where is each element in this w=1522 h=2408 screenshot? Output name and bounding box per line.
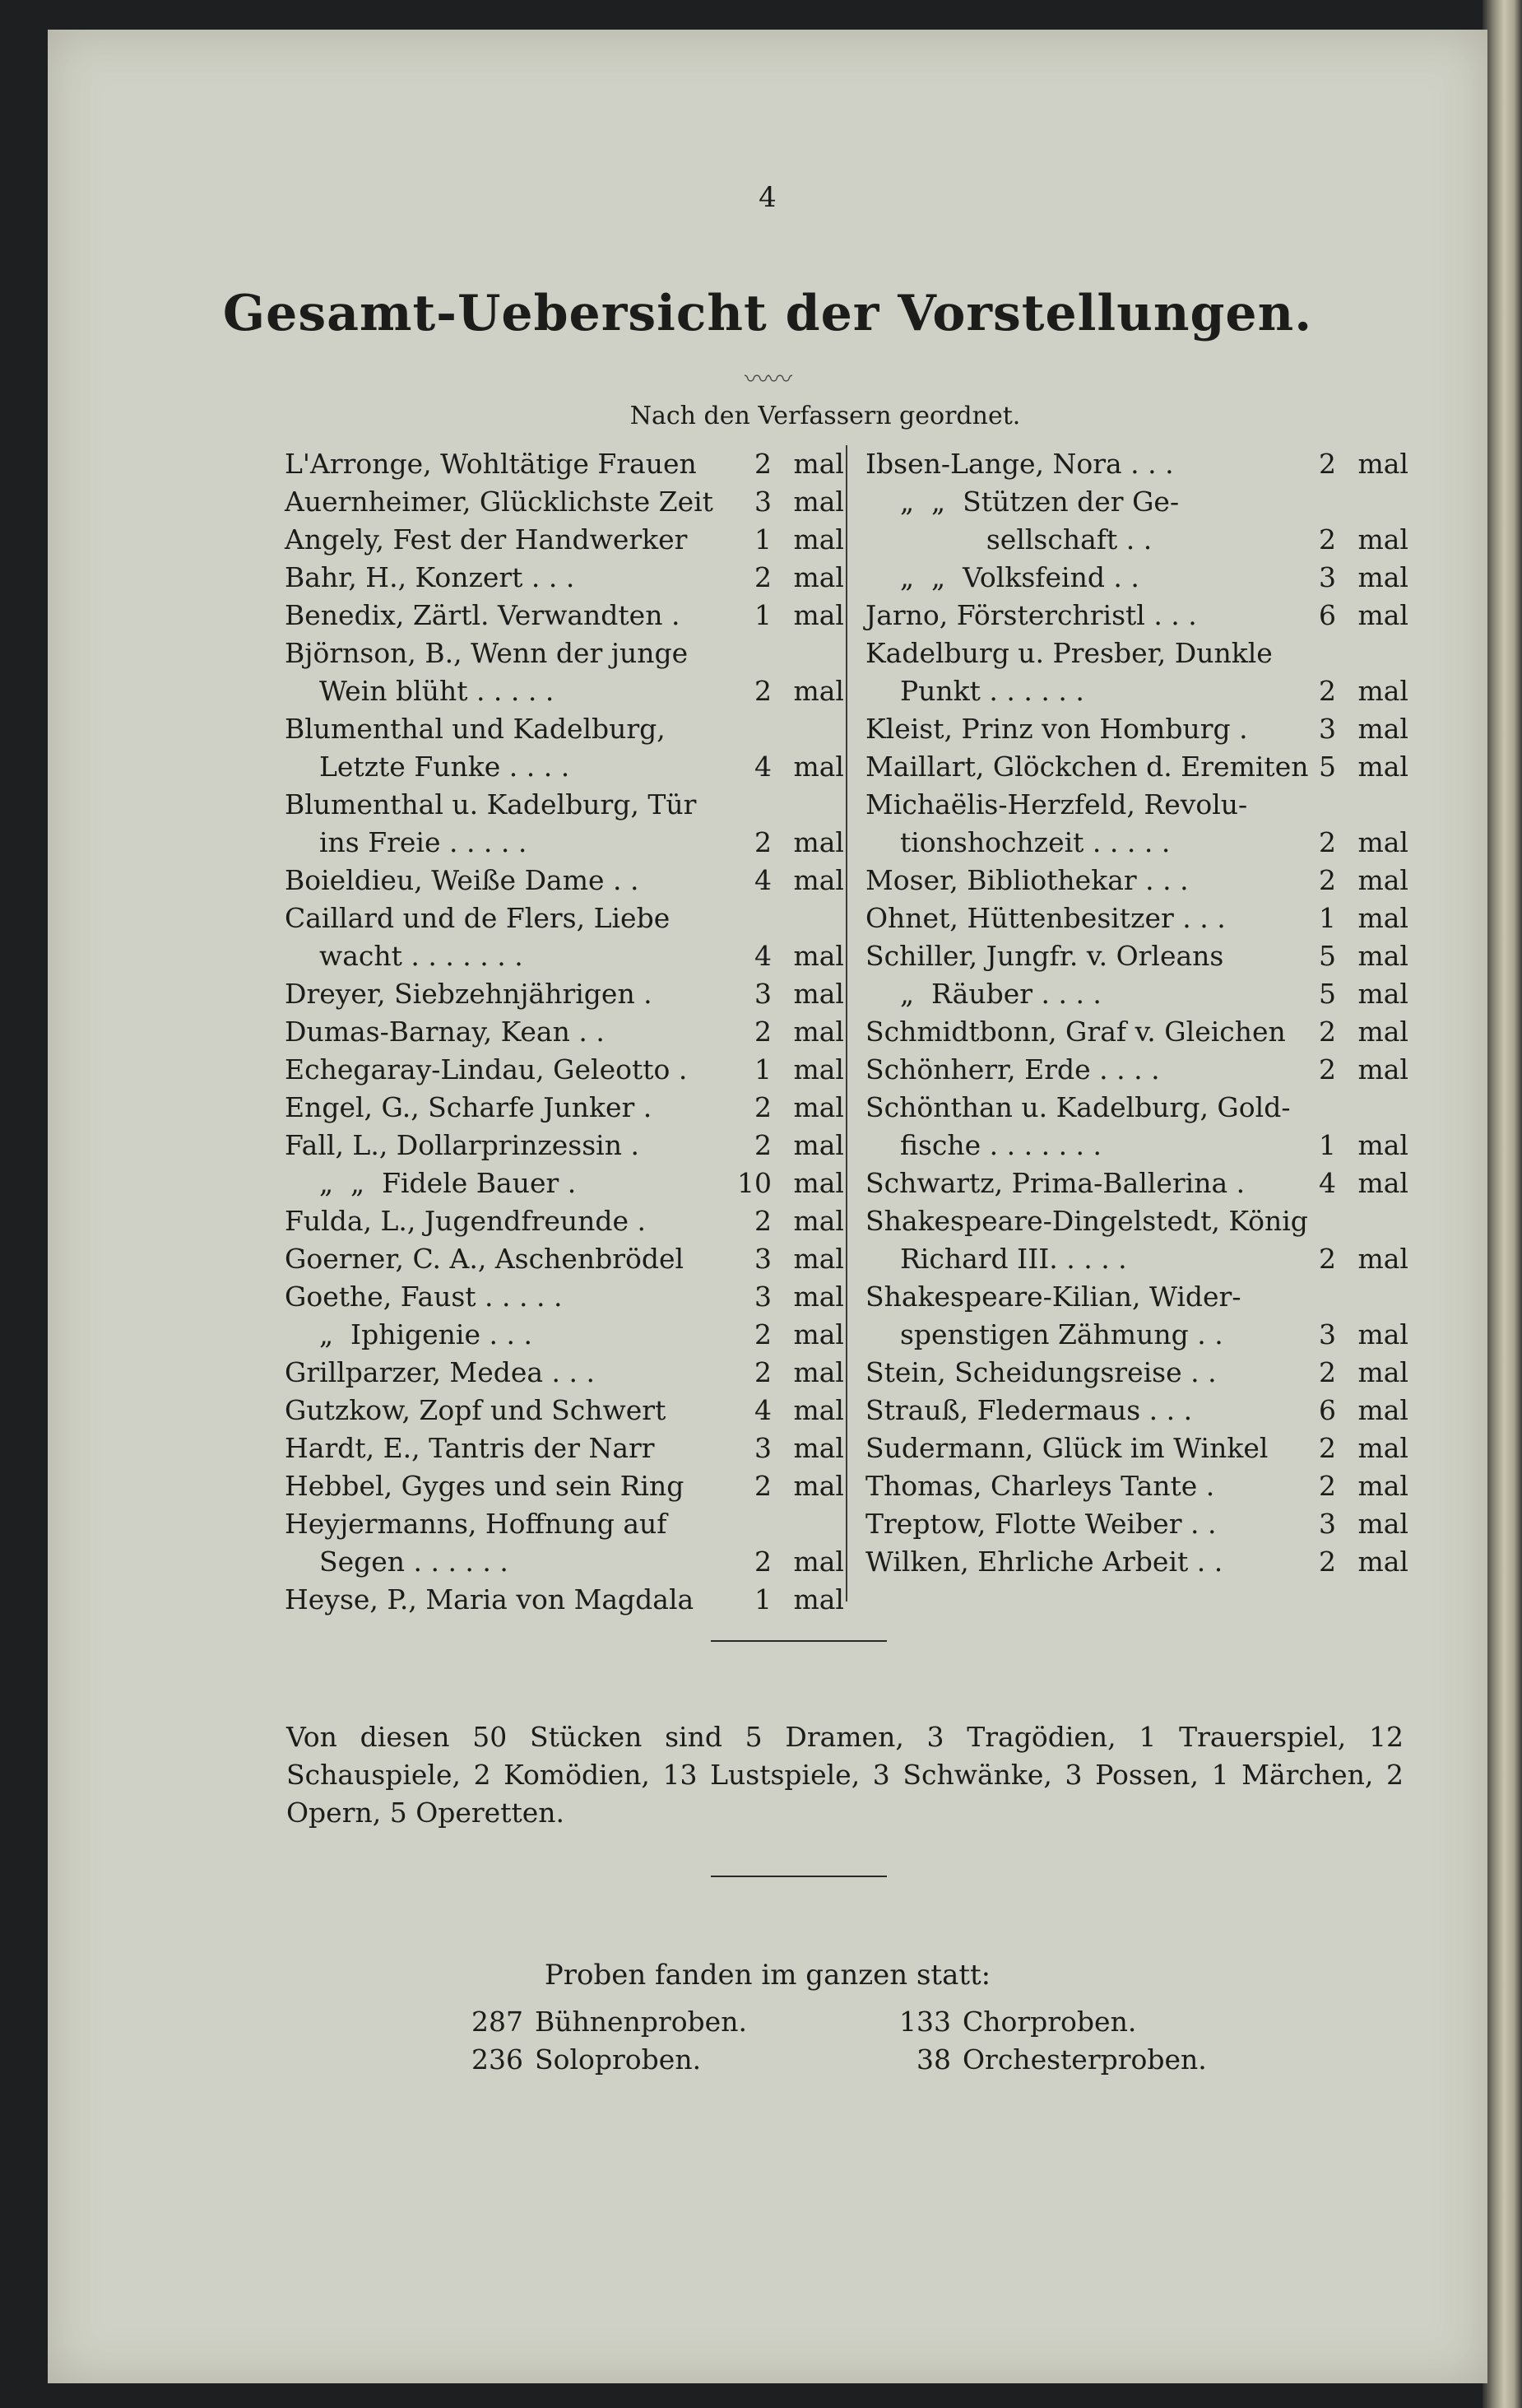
entry-count: 2 bbox=[754, 675, 772, 707]
performance-entry bbox=[285, 1581, 844, 1619]
divider-rule bbox=[711, 1876, 887, 1877]
entry-title: wacht . . . . . . . bbox=[285, 940, 523, 972]
entry-title: Grillparzer, Medea . . . bbox=[285, 1356, 596, 1388]
performance-entry bbox=[285, 1354, 844, 1392]
rehearsals-right bbox=[887, 2003, 1207, 2079]
entry-title: Fall, L., Dollarprinzessin . bbox=[285, 1129, 639, 1161]
entry-unit: mal bbox=[1357, 1432, 1408, 1464]
entry-title: Bahr, H., Konzert . . . bbox=[285, 561, 575, 593]
entry-count: 2 bbox=[1319, 448, 1336, 480]
performance-entry bbox=[285, 975, 844, 1013]
performance-entry bbox=[865, 1051, 1408, 1089]
entry-title: Blumenthal und Kadelburg, bbox=[285, 713, 666, 745]
performance-entry bbox=[865, 445, 1408, 483]
entry-count: 5 bbox=[1319, 751, 1336, 783]
entry-title: Fulda, L., Jugendfreunde . bbox=[285, 1205, 647, 1237]
entry-unit: mal bbox=[1357, 1470, 1408, 1502]
performance-entry bbox=[865, 1278, 1408, 1316]
entry-title: Schiller, Jungfr. v. Orleans bbox=[865, 940, 1224, 972]
performance-entry bbox=[865, 559, 1408, 597]
entry-count: 2 bbox=[754, 826, 772, 858]
performance-entry bbox=[865, 1127, 1408, 1164]
rehearsals-heading: Proben fanden im ganzen statt: bbox=[544, 1959, 991, 1992]
entry-title: Treptow, Flotte Weiber . . bbox=[865, 1508, 1217, 1540]
performance-entry bbox=[865, 521, 1408, 559]
performance-entry bbox=[285, 1013, 844, 1051]
performance-entry bbox=[285, 1429, 844, 1467]
entry-count: 2 bbox=[1319, 1432, 1336, 1464]
entry-unit: mal bbox=[1357, 864, 1408, 896]
summary-paragraph: Von diesen 50 Stücken sind 5 Dramen, 3 Tragödien, 1 Trauerspiel, 12 Schauspiele, 2 Komödien, 13 Lustspiele, 3 Schwänke, 3 Possen, 1 Märchen, 2 Opern, 5 Operetten. bbox=[286, 1721, 1404, 1829]
entry-unit: mal bbox=[793, 1583, 844, 1615]
entry-title: Stein, Scheidungsreise . . bbox=[865, 1356, 1217, 1388]
entry-title: Goethe, Faust . . . . . bbox=[285, 1281, 563, 1313]
entry-count: 3 bbox=[754, 1432, 772, 1464]
performance-entry bbox=[285, 597, 844, 635]
entry-count: 6 bbox=[1319, 599, 1336, 631]
performance-entry bbox=[865, 975, 1408, 1013]
entry-title: „ „ Volksfeind . . bbox=[865, 561, 1139, 593]
entry-unit: mal bbox=[1357, 1167, 1408, 1199]
rehearsal-label: Chorproben. bbox=[963, 2006, 1137, 2038]
entry-unit: mal bbox=[1357, 1053, 1408, 1085]
entry-count: 3 bbox=[754, 978, 772, 1010]
performance-entry bbox=[285, 1467, 844, 1505]
entry-count: 2 bbox=[1319, 1470, 1336, 1502]
entry-title: Ohnet, Hüttenbesitzer . . . bbox=[865, 902, 1226, 934]
entry-title: Engel, G., Scharfe Junker . bbox=[285, 1091, 652, 1123]
performance-entry bbox=[285, 483, 844, 521]
rehearsal-entry bbox=[459, 2003, 747, 2041]
entry-title: Echegaray-Lindau, Geleotto . bbox=[285, 1053, 688, 1085]
entry-count: 2 bbox=[1319, 1356, 1336, 1388]
entry-title: Hebbel, Gyges und sein Ring bbox=[285, 1470, 684, 1502]
performance-entry bbox=[865, 1429, 1408, 1467]
entry-unit: mal bbox=[793, 1281, 844, 1313]
entry-count: 2 bbox=[1319, 1546, 1336, 1578]
entry-title: „ Iphigenie . . . bbox=[285, 1318, 532, 1350]
entry-unit: mal bbox=[1357, 751, 1408, 783]
entry-title: Michaëlis-Herzfeld, Revolu- bbox=[865, 788, 1248, 820]
performance-entry bbox=[285, 1392, 844, 1429]
performance-entry bbox=[865, 1202, 1408, 1240]
entry-count: 2 bbox=[754, 1091, 772, 1123]
entry-unit: mal bbox=[1357, 940, 1408, 972]
performance-entry bbox=[285, 710, 844, 748]
entry-title: tionshochzeit . . . . . bbox=[865, 826, 1171, 858]
entry-count: 3 bbox=[754, 486, 772, 518]
performance-entry bbox=[285, 1240, 844, 1278]
entry-title: Hardt, E., Tantris der Narr bbox=[285, 1432, 655, 1464]
entry-unit: mal bbox=[1357, 902, 1408, 934]
entry-unit: mal bbox=[1357, 675, 1408, 707]
page-title: Gesamt-Uebersicht der Vorstellungen. bbox=[222, 285, 1313, 342]
entry-title: Thomas, Charleys Tante . bbox=[865, 1470, 1215, 1502]
entry-title: Angely, Fest der Handwerker bbox=[285, 523, 688, 556]
rehearsal-count: 133 bbox=[899, 2006, 951, 2038]
entry-count: 4 bbox=[754, 940, 772, 972]
entry-title: L'Arronge, Wohltätige Frauen bbox=[285, 448, 697, 480]
entry-count: 3 bbox=[754, 1281, 772, 1313]
performance-entry bbox=[865, 1316, 1408, 1354]
entry-unit: mal bbox=[1357, 1318, 1408, 1350]
entry-title: Heyse, P., Maria von Magdala bbox=[285, 1583, 694, 1615]
entry-count: 2 bbox=[754, 448, 772, 480]
entry-count: 4 bbox=[754, 1394, 772, 1426]
performance-entry bbox=[285, 748, 844, 786]
entry-unit: mal bbox=[793, 826, 844, 858]
rehearsals-left bbox=[459, 2003, 747, 2079]
entry-title: Heyjermanns, Hoffnung auf bbox=[285, 1508, 667, 1540]
entry-unit: mal bbox=[1357, 826, 1408, 858]
entry-title: Jarno, Försterchristl . . . bbox=[865, 599, 1197, 631]
entry-count: 2 bbox=[754, 1470, 772, 1502]
performance-entry bbox=[865, 635, 1408, 672]
entry-count: 2 bbox=[754, 1016, 772, 1048]
entry-title: Schwartz, Prima-Ballerina . bbox=[865, 1167, 1246, 1199]
performance-entry bbox=[865, 937, 1408, 975]
rehearsal-label: Bühnenproben. bbox=[535, 2006, 747, 2038]
entry-title: Shakespeare-Dingelstedt, König bbox=[865, 1205, 1308, 1237]
performance-entry bbox=[865, 597, 1408, 635]
entry-count: 2 bbox=[1319, 675, 1336, 707]
entry-unit: mal bbox=[793, 448, 844, 480]
entry-title: „ „ Stützen der Ge- bbox=[865, 486, 1180, 518]
entry-unit: mal bbox=[1357, 1016, 1408, 1048]
entry-count: 6 bbox=[1319, 1394, 1336, 1426]
performance-entry bbox=[865, 1354, 1408, 1392]
entry-title: ins Freie . . . . . bbox=[285, 826, 527, 858]
performance-entry bbox=[285, 1543, 844, 1581]
entry-title: Segen . . . . . . bbox=[285, 1546, 508, 1578]
entry-count: 1 bbox=[754, 599, 772, 631]
performance-entry bbox=[285, 1505, 844, 1543]
entry-count: 3 bbox=[1319, 561, 1336, 593]
performance-entry bbox=[865, 710, 1408, 748]
entry-unit: mal bbox=[793, 1470, 844, 1502]
entry-count: 2 bbox=[1319, 1243, 1336, 1275]
entry-count: 2 bbox=[754, 561, 772, 593]
rehearsal-count: 287 bbox=[471, 2006, 523, 2038]
entry-unit: mal bbox=[1357, 599, 1408, 631]
entry-count: 1 bbox=[754, 523, 772, 556]
entry-title: spenstigen Zähmung . . bbox=[865, 1318, 1223, 1350]
entry-unit: mal bbox=[793, 978, 844, 1010]
entry-count: 3 bbox=[1319, 1508, 1336, 1540]
entry-unit: mal bbox=[1357, 448, 1408, 480]
entry-unit: mal bbox=[793, 1243, 844, 1275]
performance-entry bbox=[285, 1089, 844, 1127]
entry-unit: mal bbox=[793, 1053, 844, 1085]
entry-unit: mal bbox=[793, 1016, 844, 1048]
page-number: 4 bbox=[759, 181, 777, 214]
performance-entry bbox=[865, 1164, 1408, 1202]
right-performance-column bbox=[846, 445, 1408, 1601]
entry-title: Caillard und de Flers, Liebe bbox=[285, 902, 671, 934]
entry-count: 2 bbox=[1319, 826, 1336, 858]
entry-count: 3 bbox=[1319, 713, 1336, 745]
rehearsal-entry bbox=[887, 2041, 1207, 2079]
entry-unit: mal bbox=[793, 599, 844, 631]
entry-title: Moser, Bibliothekar . . . bbox=[865, 864, 1189, 896]
document-page bbox=[48, 30, 1487, 2383]
entry-unit: mal bbox=[1357, 713, 1408, 745]
entry-unit: mal bbox=[793, 1546, 844, 1578]
entry-title: Blumenthal u. Kadelburg, Tür bbox=[285, 788, 697, 820]
performance-entry bbox=[285, 900, 844, 937]
entry-count: 5 bbox=[1319, 940, 1336, 972]
entry-title: Gutzkow, Zopf und Schwert bbox=[285, 1394, 666, 1426]
performance-entry bbox=[285, 1278, 844, 1316]
entry-unit: mal bbox=[793, 561, 844, 593]
divider-rule bbox=[711, 1640, 887, 1642]
entry-title: Letzte Funke . . . . bbox=[285, 751, 570, 783]
entry-title: Schmidtbonn, Graf v. Gleichen bbox=[865, 1016, 1286, 1048]
performance-entry bbox=[285, 635, 844, 672]
entry-unit: mal bbox=[1357, 523, 1408, 556]
performance-entry bbox=[285, 862, 844, 900]
performance-entry bbox=[865, 1240, 1408, 1278]
entry-title: Shakespeare-Kilian, Wider- bbox=[865, 1281, 1241, 1313]
performance-entry bbox=[285, 824, 844, 862]
rehearsal-label: Orchesterproben. bbox=[963, 2043, 1207, 2076]
entry-unit: mal bbox=[793, 1129, 844, 1161]
entry-count: 2 bbox=[1319, 523, 1336, 556]
performance-entry bbox=[285, 672, 844, 710]
book-edge bbox=[1483, 0, 1522, 2408]
entry-unit: mal bbox=[793, 675, 844, 707]
entry-title: Maillart, Glöckchen d. Eremiten bbox=[865, 751, 1309, 783]
entry-count: 2 bbox=[1319, 864, 1336, 896]
entry-unit: mal bbox=[1357, 561, 1408, 593]
entry-title: Schönherr, Erde . . . . bbox=[865, 1053, 1160, 1085]
page-subtitle: Nach den Verfassern geordnet. bbox=[629, 402, 1021, 430]
performance-entry bbox=[285, 521, 844, 559]
entry-count: 2 bbox=[754, 1129, 772, 1161]
entry-unit: mal bbox=[793, 751, 844, 783]
entry-count: 2 bbox=[754, 1356, 772, 1388]
performance-entry bbox=[865, 1013, 1408, 1051]
entry-unit: mal bbox=[793, 1432, 844, 1464]
performance-entry bbox=[865, 672, 1408, 710]
entry-title: Dreyer, Siebzehnjährigen . bbox=[285, 978, 652, 1010]
entry-count: 4 bbox=[754, 751, 772, 783]
entry-title: sellschaft . . bbox=[865, 523, 1153, 556]
entry-unit: mal bbox=[793, 523, 844, 556]
entry-title: Dumas-Barnay, Kean . . bbox=[285, 1016, 605, 1048]
entry-title: Goerner, C. A., Aschenbrödel bbox=[285, 1243, 684, 1275]
performance-entry bbox=[285, 786, 844, 824]
performance-entry bbox=[865, 1543, 1408, 1581]
entry-unit: mal bbox=[1357, 1243, 1408, 1275]
entry-title: Richard III. . . . . bbox=[865, 1243, 1127, 1275]
entry-title: „ Räuber . . . . bbox=[865, 978, 1102, 1010]
entry-unit: mal bbox=[793, 1167, 844, 1199]
performance-entry bbox=[865, 1505, 1408, 1543]
performance-entry bbox=[865, 1392, 1408, 1429]
entry-title: Schönthan u. Kadelburg, Gold- bbox=[865, 1091, 1291, 1123]
entry-unit: mal bbox=[793, 940, 844, 972]
entry-count: 10 bbox=[737, 1167, 772, 1199]
performance-entry bbox=[285, 1202, 844, 1240]
entry-title: fische . . . . . . . bbox=[865, 1129, 1102, 1161]
entry-count: 1 bbox=[754, 1583, 772, 1615]
entry-unit: mal bbox=[793, 1205, 844, 1237]
performance-entry bbox=[865, 1089, 1408, 1127]
rehearsal-entry bbox=[887, 2003, 1207, 2041]
left-performance-column bbox=[285, 445, 844, 1619]
entry-title: Punkt . . . . . . bbox=[865, 675, 1084, 707]
entry-title: Wilken, Ehrliche Arbeit . . bbox=[865, 1546, 1223, 1578]
rehearsal-label: Soloproben. bbox=[535, 2043, 702, 2076]
entry-count: 2 bbox=[754, 1318, 772, 1350]
performance-entry bbox=[865, 748, 1408, 786]
entry-title: Kleist, Prinz von Homburg . bbox=[865, 713, 1248, 745]
entry-count: 4 bbox=[754, 864, 772, 896]
entry-count: 1 bbox=[754, 1053, 772, 1085]
entry-title: Benedix, Zärtl. Verwandten . bbox=[285, 599, 680, 631]
performance-entry bbox=[285, 1051, 844, 1089]
entry-count: 1 bbox=[1319, 902, 1336, 934]
entry-count: 2 bbox=[1319, 1053, 1336, 1085]
performance-entry bbox=[285, 559, 844, 597]
entry-unit: mal bbox=[793, 1356, 844, 1388]
entry-unit: mal bbox=[1357, 978, 1408, 1010]
performance-entry bbox=[865, 1467, 1408, 1505]
performance-entry bbox=[865, 862, 1408, 900]
rehearsal-count: 38 bbox=[916, 2043, 951, 2076]
entry-unit: mal bbox=[1357, 1394, 1408, 1426]
performance-entry bbox=[285, 1164, 844, 1202]
entry-title: Wein blüht . . . . . bbox=[285, 675, 555, 707]
entry-count: 1 bbox=[1319, 1129, 1336, 1161]
rehearsal-entry bbox=[459, 2041, 747, 2079]
entry-unit: mal bbox=[1357, 1129, 1408, 1161]
performance-entry bbox=[285, 937, 844, 975]
entry-title: Boieldieu, Weiße Dame . . bbox=[285, 864, 639, 896]
performance-entry bbox=[865, 483, 1408, 521]
entry-unit: mal bbox=[793, 486, 844, 518]
entry-title: Kadelburg u. Presber, Dunkle bbox=[865, 637, 1273, 669]
entry-title: Strauß, Fledermaus . . . bbox=[865, 1394, 1193, 1426]
entry-title: Auernheimer, Glücklichste Zeit bbox=[285, 486, 713, 518]
entry-title: „ „ Fidele Bauer . bbox=[285, 1167, 577, 1199]
entry-title: Ibsen-Lange, Nora . . . bbox=[865, 448, 1174, 480]
performance-entry bbox=[285, 1127, 844, 1164]
entry-count: 3 bbox=[1319, 1318, 1336, 1350]
entry-count: 2 bbox=[1319, 1016, 1336, 1048]
entry-title: Sudermann, Glück im Winkel bbox=[865, 1432, 1269, 1464]
performance-entry bbox=[285, 1316, 844, 1354]
entry-unit: mal bbox=[793, 1091, 844, 1123]
entry-unit: mal bbox=[793, 1394, 844, 1426]
entry-count: 5 bbox=[1319, 978, 1336, 1010]
entry-title: Björnson, B., Wenn der junge bbox=[285, 637, 689, 669]
entry-unit: mal bbox=[793, 1318, 844, 1350]
entry-unit: mal bbox=[793, 864, 844, 896]
entry-unit: mal bbox=[1357, 1356, 1408, 1388]
performance-entry bbox=[865, 786, 1408, 824]
entry-count: 4 bbox=[1319, 1167, 1336, 1199]
performance-entry bbox=[865, 900, 1408, 937]
rehearsal-count: 236 bbox=[471, 2043, 523, 2076]
entry-unit: mal bbox=[1357, 1546, 1408, 1578]
performance-entry bbox=[865, 824, 1408, 862]
entry-count: 3 bbox=[754, 1243, 772, 1275]
performance-entry bbox=[285, 445, 844, 483]
title-ornament: 〰〰 bbox=[745, 365, 791, 394]
entry-count: 2 bbox=[754, 1205, 772, 1237]
entry-count: 2 bbox=[754, 1546, 772, 1578]
entry-unit: mal bbox=[1357, 1508, 1408, 1540]
